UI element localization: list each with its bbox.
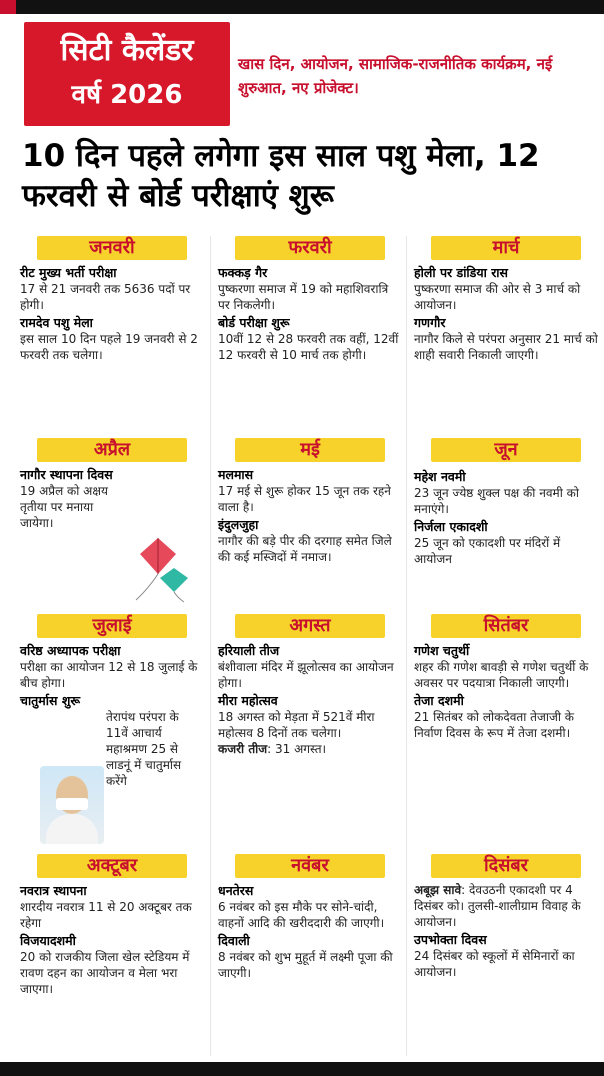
event-text: तेरापंथ परंपरा के 11वें आचार्य महाश्रमण 25 से लाडनूं में चातुर्मास करेंगे — [106, 710, 182, 788]
month-label-jan: जनवरी — [37, 236, 187, 260]
event-text: 21 सितंबर को लोकदेवता तेजाजी के निर्वाण दिवस के रूप में तेजा दशमी। — [414, 710, 575, 740]
month-card-jan — [16, 236, 208, 436]
column-divider — [210, 236, 211, 1056]
event-title: उपभोक्ता दिवस — [414, 932, 487, 947]
kite-illustration — [118, 534, 198, 604]
event-title: कजरी तीज — [218, 742, 268, 756]
event-text: 6 नवंबर को इस मौके पर सोने-चांदी, वाहनों आदि की खरीददारी की जाएगी। — [218, 900, 385, 930]
event-text: 24 दिसंबर को स्कूलों में सेमिनारों का आयोजन। — [414, 949, 575, 979]
event-text: पुष्करणा समाज में 19 को महाशिवरात्रि पर निकलेगी। — [218, 282, 389, 312]
event-title: हरियाली तीज — [218, 643, 280, 658]
event-text: शहर की गणेश बावड़ी से गणेश चतुर्थी के अवसर पर पदयात्रा निकाली जाएगी। — [414, 660, 589, 690]
event-title: निर्जला एकादशी — [414, 519, 488, 534]
event-text: बंशीवाला मंदिर में झूलोत्सव का आयोजन होगा। — [218, 660, 394, 690]
event-text: : 31 अगस्त। — [267, 742, 327, 756]
calendar-badge — [24, 22, 230, 126]
event-text: 19 अप्रैल को अक्षय तृतीया पर मनाया जायेगा। — [20, 484, 108, 530]
month-card-jun — [410, 438, 602, 610]
event-text: इस साल 10 दिन पहले 19 जनवरी से 2 फरवरी तक चलेगा। — [20, 332, 198, 362]
column-divider — [406, 236, 407, 1056]
month-label-nov: नवंबर — [235, 854, 385, 878]
event-text: 25 जून को एकादशी पर मंदिरों में आयोजन — [414, 536, 561, 566]
month-grid — [10, 236, 600, 1056]
event-text: नागौर किले से परंपरा अनुसार 21 मार्च को शाही सवारी निकाली जाएगी। — [414, 332, 598, 362]
event-title: वरिष्ठ अध्यापक परीक्षा — [20, 643, 121, 658]
event-text: 17 मई से शुरू होकर 15 जून तक रहने वाला है। — [218, 484, 391, 514]
event-title: गणगौर — [414, 315, 446, 330]
event-text: 20 को राजकीय जिला खेल स्टेडियम में रावण दहन का आयोजन व मेला भरा जाएगा। — [20, 950, 190, 996]
month-label-mar: मार्च — [431, 236, 581, 260]
event-text: परीक्षा का आयोजन 12 से 18 जुलाई के बीच होगा। — [20, 660, 198, 690]
event-text: 8 नवंबर को शुभ मुहूर्त में लक्ष्मी पूजा की जाएगी। — [218, 950, 393, 980]
month-card-oct — [16, 854, 208, 1054]
event-text: 23 जून ज्येष्ठ शुक्ल पक्ष की नवमी को मनाएंगे। — [414, 486, 579, 516]
bottom-bar — [0, 1062, 604, 1076]
portrait-body — [46, 814, 98, 844]
event-title: रामदेव पशु मेला — [20, 315, 93, 330]
event-title: नागौर स्थापना दिवस — [20, 467, 113, 482]
month-card-aug — [214, 614, 406, 846]
month-label-jun: जून — [431, 438, 581, 462]
event-title: फक्कड़ गैर — [218, 265, 268, 280]
acharya-portrait — [40, 766, 104, 844]
event-text: नागौर की बड़े पीर की दरगाह समेत जिले की कई मस्जिदों में नमाज। — [218, 534, 392, 564]
header-description: खास दिन, आयोजन, सामाजिक-राजनीतिक कार्यक्रम, नई शुरुआत, नए प्रोजेक्ट। — [238, 55, 553, 97]
calendar-title: सिटी कैलेंडर — [60, 33, 194, 68]
month-card-feb — [214, 236, 406, 436]
event-text: पुष्करणा समाज की ओर से 3 मार्च को आयोजन। — [414, 282, 581, 312]
month-card-dec — [410, 854, 602, 1054]
event-text: 17 से 21 जनवरी तक 5636 पदों पर होगी। — [20, 282, 191, 312]
event-title: दिवाली — [218, 933, 250, 948]
month-label-may: मई — [235, 438, 385, 462]
event-text: शारदीय नवरात्र 11 से 20 अक्टूबर तक रहेगा — [20, 900, 192, 930]
event-title: चातुर्मास शुरू — [20, 693, 81, 708]
calendar-year: वर्ष 2026 — [71, 80, 183, 110]
event-title: होली पर डांडिया रास — [414, 265, 508, 280]
event-title: नवरात्र स्थापना — [20, 883, 87, 898]
month-label-dec: दिसंबर — [431, 854, 581, 878]
event-title: रीट मुख्य भर्ती परीक्षा — [20, 265, 117, 280]
month-card-mar — [410, 236, 602, 436]
month-card-nov — [214, 854, 406, 1054]
event-title: धनतेरस — [218, 883, 254, 898]
event-title: विजयादशमी — [20, 933, 76, 948]
event-title: महेश नवमी — [414, 469, 466, 484]
month-label-sep: सितंबर — [431, 614, 581, 638]
event-title: मलमास — [218, 467, 254, 482]
event-title: अबूझ सावे — [414, 883, 462, 897]
month-card-sep — [410, 614, 602, 846]
top-bar-tag — [0, 0, 16, 14]
top-bar — [0, 0, 604, 14]
event-text: 18 अगस्त को मेड़ता में 521वें मीरा महोत्सव 8 दिनों तक चलेगा। — [218, 710, 375, 740]
headline: 10 दिन पहले लगेगा इस साल पशु मेला, 12 फरवरी से बोर्ड परीक्षाएं शुरू — [22, 138, 540, 214]
event-title: गणेश चतुर्थी — [414, 643, 470, 658]
event-inline — [218, 741, 402, 757]
portrait-mask — [56, 798, 88, 810]
event-inline — [414, 882, 598, 930]
event-title: बोर्ड परीक्षा शुरू — [218, 315, 290, 330]
month-label-apr: अप्रैल — [37, 438, 187, 462]
month-card-may — [214, 438, 406, 610]
month-label-jul: जुलाई — [37, 614, 187, 638]
event-title: इंदुलजुहा — [218, 517, 259, 532]
month-label-feb: फरवरी — [235, 236, 385, 260]
event-title: मीरा महोत्सव — [218, 693, 278, 708]
event-text: : देवउठनी एकादशी पर 4 दिसंबर को। तुलसी-शालीग्राम विवाह के आयोजन। — [414, 883, 581, 929]
event-title: तेजा दशमी — [414, 693, 464, 708]
event-text: 10वीं 12 से 28 फरवरी तक वहीं, 12वीं 12 फरवरी से 10 मार्च तक होगी। — [218, 332, 399, 362]
month-label-oct: अक्टूबर — [37, 854, 187, 878]
month-label-aug: अगस्त — [235, 614, 385, 638]
